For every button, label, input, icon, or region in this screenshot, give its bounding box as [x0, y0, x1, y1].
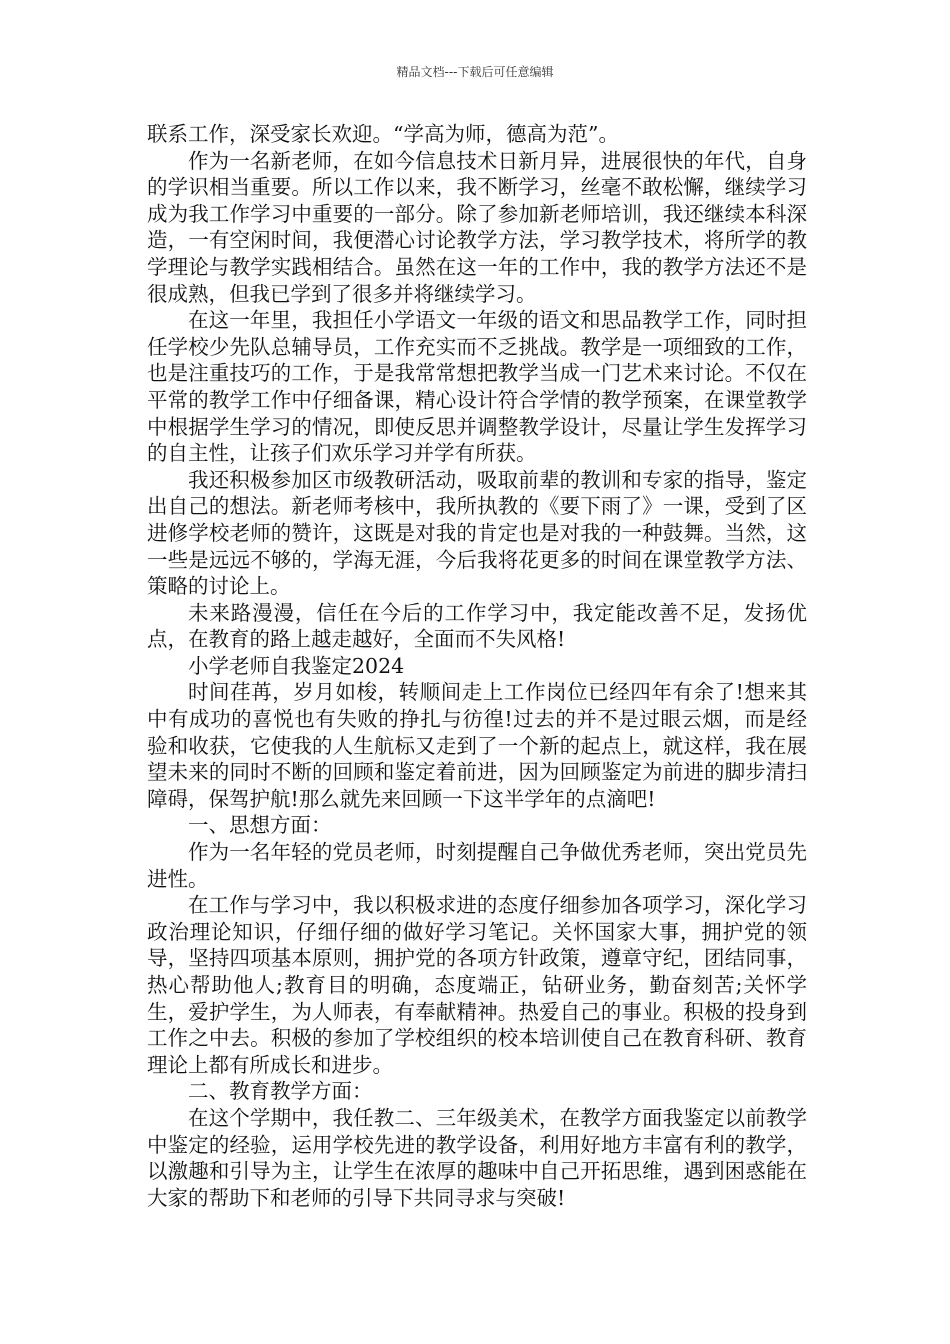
section-heading: 二、教育教学方面：: [188, 1079, 373, 1104]
section-title: 小学老师自我鉴定2024: [188, 653, 405, 678]
section-heading: 一、思想方面：: [188, 813, 332, 838]
document-body: [147, 121, 807, 1211]
paragraph: 我还积极参加区市级教研活动，吸取前辈的教训和专家的指导，鉴定出自己的想法。新老师考核中，我所执教的《要下雨了》一课，受到了区进修学校老师的赞许，这既是对我的肯定也是对我的一种鼓舞。当然，这一些是远远不够的，学海无涯，今后我将花更多的时间在课堂教学方法、策略的讨论上。: [147, 467, 807, 599]
paragraph: 作为一名新老师，在如今信息技术日新月异，进展很快的年代，自身的学识相当重要。所以工作以来，我不断学习，丝毫不敢松懈，继续学习成为我工作学习中重要的一部分。除了参加新老师培训，我还继续本科深造，一有空闲时间，我便潜心讨论教学方法，学习教学技术，将所学的教学理论与教学实践相结合。虽然在这一年的工作中，我的教学方法还不是很成熟，但我已学到了很多并将继续学习。: [147, 148, 807, 306]
paragraph: 时间荏苒，岁月如梭，转顺间走上工作岗位已经四年有余了!想来其中有成功的喜悦也有失败的挣扎与彷徨!过去的并不是过眼云烟，而是经验和收获，它使我的人生航标又走到了一个新的起点上，就这样，我在展望未来的同时不断的回顾和鉴定着前进，因为回顾鉴定为前进的脚步清扫障碍，保驾护航!那么就先来回顾一下这半学年的点滴吧!: [147, 680, 807, 811]
page-header: 精品文档---下载后可任意编辑: [396, 65, 554, 79]
paragraph: 在工作与学习中，我以积极求进的态度仔细参加各项学习，深化学习政治理论知识，仔细仔细的做好学习笔记。关怀国家大事，拥护党的领导，坚持四项基本原则，拥护党的各项方针政策，遵章守纪，团结同事，热心帮助他人;教育目的明确，态度端正，钻研业务，勤奋刻苦;关怀学生，爱护学生，为人师表，有奉献精神。热爱自己的事业。积极的投身到工作之中去。积极的参加了学校组织的校本培训使自己在教育科研、教育理论上都有所成长和进步。: [147, 893, 807, 1077]
paragraph: 在这一年里，我担任小学语文一年级的语文和思品教学工作，同时担任学校少先队总辅导员，工作充实而不乏挑战。教学是一项细致的工作，也是注重技巧的工作，于是我常常想把教学当成一门艺术来讨论。不仅在平常的教学工作中仔细备课，精心设计符合学情的教学预案，在课堂教学中根据学生学习的情况，即使反思并调整教学设计，尽量让学生发挥学习的自主性，让孩子们欢乐学习并学有所获。: [147, 308, 807, 466]
paragraph: 在这个学期中，我任教二、三年级美术，在教学方面我鉴定以前教学中鉴定的经验，运用学校先进的教学设备，利用好地方丰富有利的教学，以激趣和引导为主，让学生在浓厚的趣味中自己开拓思维，遇到困惑能在大家的帮助下和老师的引导下共同寻求与突破!: [147, 1105, 807, 1210]
paragraph: 未来路漫漫，信任在今后的工作学习中，我定能改善不足，发扬优点，在教育的路上越走越好，全面而不失风格!: [147, 600, 807, 652]
paragraph: 联系工作，深受家长欢迎。“学高为师，德高为范”。: [147, 122, 619, 146]
paragraph: 作为一名年轻的党员老师，时刻提醒自己争做优秀老师，突出党员先进性。: [147, 840, 807, 891]
